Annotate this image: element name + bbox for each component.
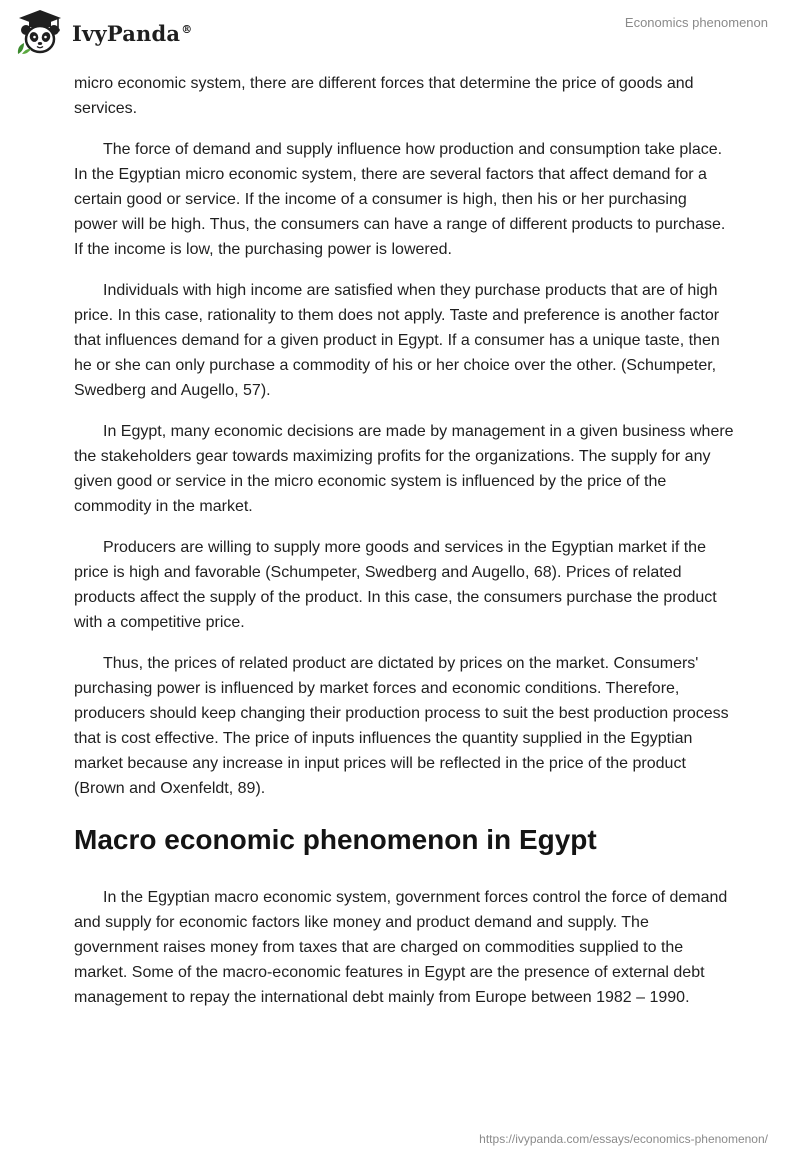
section-heading: Macro economic phenomenon in Egypt	[74, 824, 597, 855]
paragraph: Producers are willing to supply more goods and services in the Egyptian market if the price is high and favorable (Schumpeter, Swedberg and Augello, 68). Prices of related products affect the supply of the product. In this case, the consumers purchase the product with a competitive price.	[74, 539, 717, 631]
ivypanda-logo[interactable]	[14, 8, 192, 56]
essay-body	[74, 71, 734, 1026]
paragraph: In Egypt, many economic decisions are made by management in a given business where the stakeholders gear towards maximizing profits for the organizations. The supply for any given good or service in the micro economic system is influenced by the price of the commodity in the market.	[74, 423, 734, 515]
source-url[interactable]: https://ivypanda.com/essays/economics-phenomenon/	[479, 1132, 768, 1146]
paragraph: Thus, the prices of related product are dictated by prices on the market. Consumers' purchasing power is influenced by market forces and economic conditions. Therefore, producers should keep changing their production process to suit the best production process that is cost effective. The price of inputs influences the quantity supplied in the Egyptian market because any increase in input prices will be reflected in the price of the product (Brown and Oxenfeldt, 89).	[74, 655, 729, 797]
paragraph: The force of demand and supply influence how production and consumption take place. In the Egyptian micro economic system, there are several factors that affect demand for a certain good or service. If the income of a consumer is high, then his or her purchasing power will be high. Thus, the consumers can have a range of different products to purchase. If the income is low, the purchasing power is lowered.	[74, 141, 726, 258]
paragraph: micro economic system, there are different forces that determine the price of goods and services.	[74, 75, 694, 117]
page-header	[0, 0, 800, 70]
brand-name: IvyPanda®	[72, 20, 193, 46]
panda-logo-icon	[14, 8, 66, 56]
paragraph: In the Egyptian macro economic system, government forces control the force of demand and supply for economic factors like money and product demand and supply. The government raises money from taxes that are charged on commodities supplied to the market. Some of the macro-economic features in Egypt are the presence of external debt management to repay the international debt mainly from Europe between 1982 – 1990.	[74, 889, 728, 1006]
document-title: Economics phenomenon	[624, 15, 768, 30]
paragraph: Individuals with high income are satisfied when they purchase products that are of high price. In this case, rationality to them does not apply. Taste and preference is another factor that influences demand for a given product in Egypt. If a consumer has a unique taste, then he or she can only purchase a commodity of his or her choice over the other. (Schumpeter, Swedberg and Augello, 57).	[74, 282, 720, 399]
